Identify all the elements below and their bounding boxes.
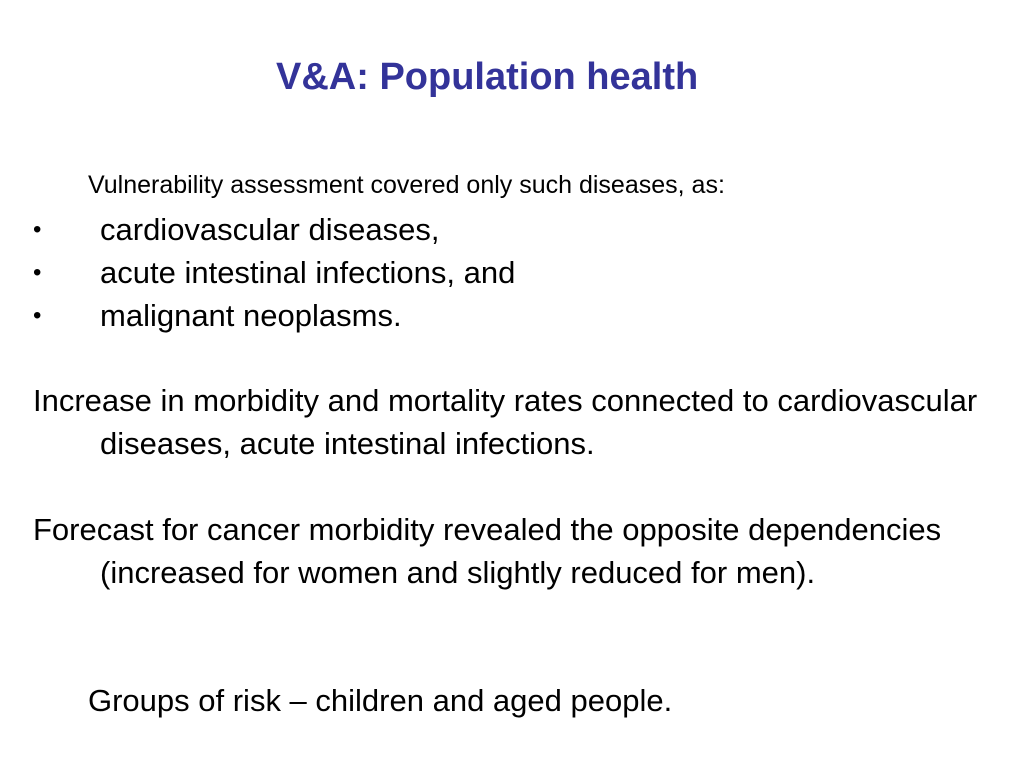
- list-item: [0, 294, 1024, 337]
- bullet-icon: •: [33, 259, 42, 286]
- list-item: [0, 251, 1024, 294]
- list-item-text: malignant neoplasms.: [100, 298, 402, 333]
- intro-text: Vulnerability assessment covered only such diseases, as:: [88, 171, 725, 199]
- list-item-text: acute intestinal infections, and: [100, 255, 516, 290]
- slide-title: V&A: Population health: [276, 56, 699, 98]
- bullet-icon: •: [33, 302, 42, 329]
- morbidity-paragraph: Increase in morbidity and mortality rates connected to cardiovascular diseases, acute intestinal infections.: [33, 383, 978, 461]
- list-item-text: cardiovascular diseases,: [100, 212, 440, 247]
- list-item: [0, 208, 1024, 251]
- disease-list: [0, 208, 1024, 337]
- risk-groups-text: Groups of risk – children and aged people.: [88, 683, 673, 718]
- bullet-icon: •: [33, 216, 42, 243]
- forecast-paragraph: Forecast for cancer morbidity revealed the opposite dependencies (increased for women and slightly reduced for men).: [33, 512, 942, 590]
